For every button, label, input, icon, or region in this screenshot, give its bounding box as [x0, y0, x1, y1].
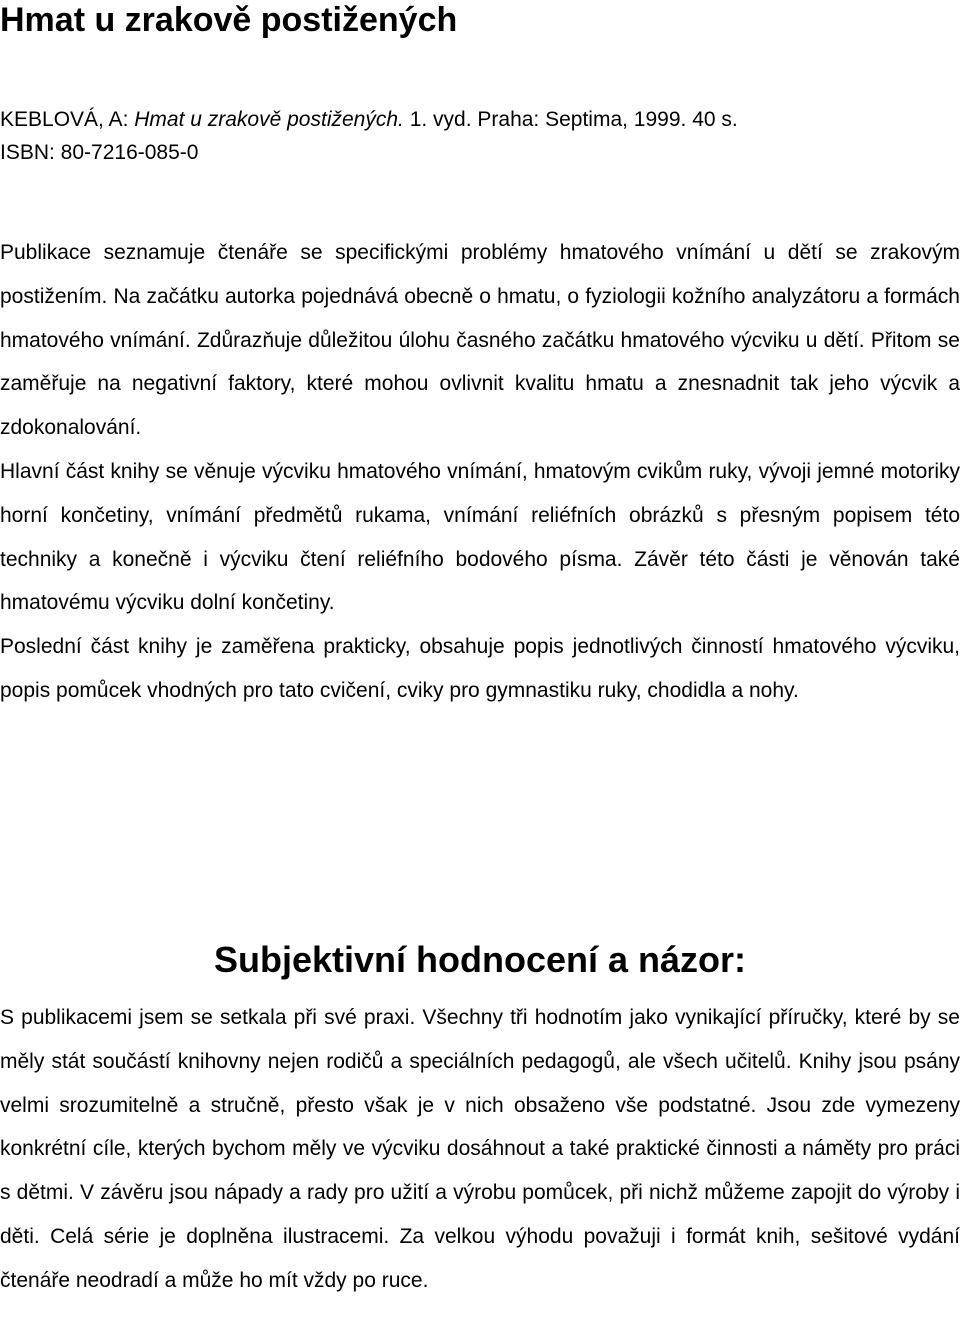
citation-book-title: Hmat u zrakově postižených.: [134, 108, 404, 131]
citation-isbn: ISBN: 80-7216-085-0: [0, 141, 199, 164]
summary-paragraph-main-part: Hlavní část knihy se věnuje výcviku hmatového vnímání, hmatovým cvikům ruky, vývoji jemné motoriky horní končetiny, vnímání předmětů rukama, vnímání reliéfních obrázků s přesným popisem této techniky a konečně i výcviku čtení reliéfního bodového písma. Závěr této části je věnován také hmatovému výcviku dolní končetiny.: [0, 459, 960, 615]
review-heading: Subjektivní hodnocení a názor:: [213, 939, 747, 980]
book-summary: [0, 231, 960, 713]
review-paragraph: S publikacemi jsem se setkala při své praxi. Všechny tři hodnotím jako vynikající příručky, které by se měly stát součástí knihovny nejen rodičů a speciálních pedagogů, ale všech učitelů. Knihy jsou psány velmi srozumitelně a stručně, přesto však je v nich obsaženo vše podstatné. Jsou zde vymezeny konkrétní cíle, kterých bychom měly ve výcviku dosáhnout a také praktické činnosti a náměty pro práci s dětmi. V závěru jsou nápady a rady pro užití a výrobu pomůcek, při nichž můžeme zapojit do výroby i děti. Celá série je doplněna ilustracemi. Za velkou výhodu považuji i formát knih, sešitové vydání čtenáře neodradí a může ho mít vždy po ruce.: [0, 1006, 960, 1292]
summary-paragraph-last-part: Poslední část knihy je zaměřena prakticky, obsahuje popis jednotlivých činností hmatového výcviku, popis pomůcek vhodných pro tato cvičení, cviky pro gymnastiku ruky, chodidla a nohy.: [0, 635, 960, 702]
citation-author: KEBLOVÁ, A:: [0, 108, 135, 131]
citation-details: 1. vyd. Praha: Septima, 1999. 40 s.: [403, 108, 738, 131]
bibliographic-citation: [0, 103, 960, 169]
summary-paragraph-intro: Publikace seznamuje čtenáře se specifickými problémy hmatového vnímání u dětí se zrakovým postižením. Na začátku autorka pojednává obecně o hmatu, o fyziologii kožního analyzátoru a formách hmatového vnímání. Zdůrazňuje důležitou úlohu časného začátku hmatového výcviku u dětí. Přitom se zaměřuje na negativní faktory, které mohou ovlivnit kvalitu hmatu a znesnadnit tak jeho výcvik a zdokonalování.: [0, 241, 960, 440]
citation-line: [0, 103, 960, 136]
document-title: Hmat u zrakově postižených: [0, 1, 458, 39]
